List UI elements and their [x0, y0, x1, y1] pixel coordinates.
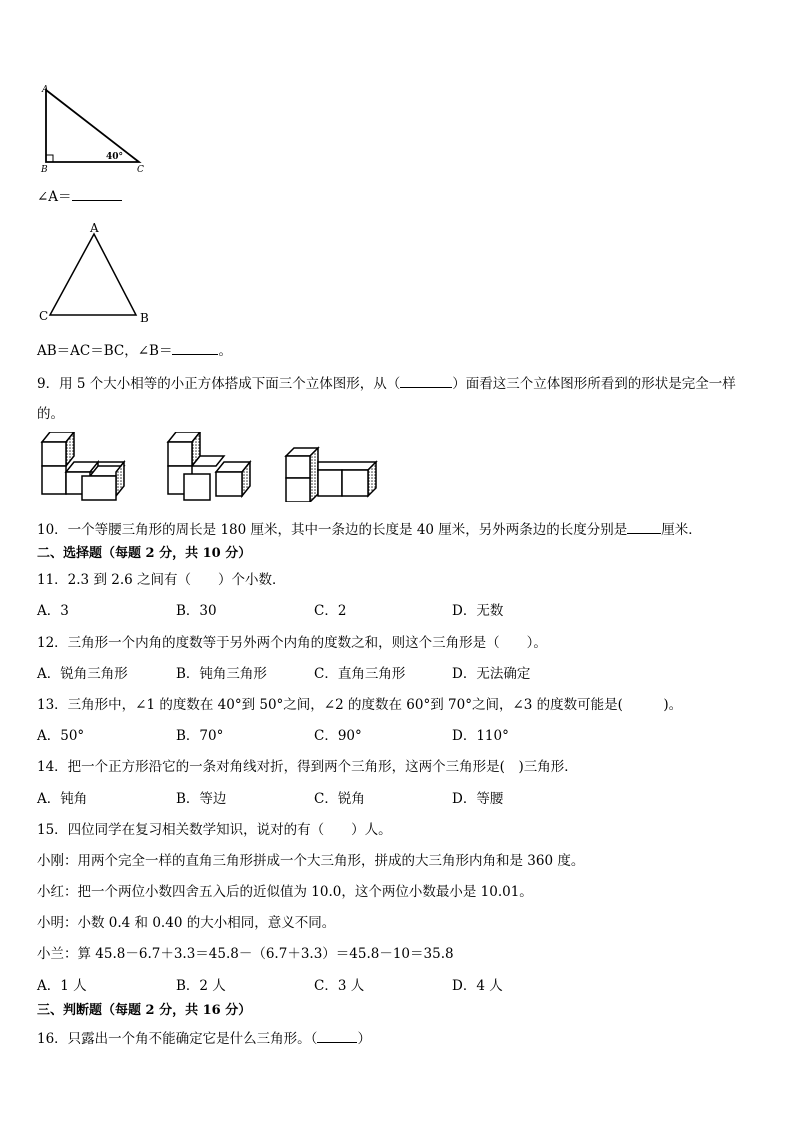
question-13-option-d: D．110°	[452, 728, 509, 744]
question-14-option-c: C．锐角	[314, 791, 365, 807]
vertex-label-c: C	[137, 165, 144, 174]
answer-blank	[172, 340, 218, 355]
question-tail: 。	[218, 343, 232, 359]
angle-label: 40°	[106, 152, 124, 162]
question-9-line-2	[37, 404, 64, 424]
vertex-label-b: B	[41, 165, 48, 174]
question-9-line-1	[37, 373, 736, 394]
question-angle-a	[37, 186, 122, 207]
question-12-option-b: B．钝角三角形	[176, 666, 267, 682]
answer-blank	[627, 519, 661, 534]
question-15-option-d: D．4 人	[452, 978, 503, 994]
answer-blank	[317, 1028, 357, 1043]
question-angle-b	[37, 340, 232, 361]
question-15-statement-3: 小明：小数 0.4 和 0.40 的大小相同，意义不同。	[37, 915, 336, 931]
question-text-cont: ）面看这三个立体图形所看到的形状是完全一样	[452, 376, 736, 392]
question-text: 16．只露出一个角不能确定它是什么三角形。（	[37, 1031, 318, 1047]
question-11-option-b: B．30	[176, 603, 217, 619]
question-15-statement-4: 小兰：算 45.8－6.7＋3.3＝45.8－（6.7＋3.3）＝45.8－10＝35.8	[37, 946, 454, 962]
cube-figure-1	[42, 432, 124, 500]
question-13-option-b: B．70°	[176, 728, 224, 744]
right-triangle-figure	[36, 82, 156, 174]
cube-figures	[36, 432, 396, 502]
question-15-statement-2: 小红：把一个两位小数四舍五入后的近似值为 10.0，这个两位小数最小是 10.01。	[37, 884, 533, 900]
vertex-label-b: B	[140, 311, 149, 325]
question-10	[37, 519, 702, 540]
question-12-option-d: D．无法确定	[452, 666, 531, 682]
vertex-label-c: C	[39, 309, 49, 323]
question-11-option-d: D．无数	[452, 603, 504, 619]
equilateral-triangle-figure	[36, 220, 156, 330]
question-text: 9．用 5 个大小相等的小正方体搭成下面三个立体图形，从（	[37, 376, 401, 392]
question-14-option-b: B．等边	[176, 791, 227, 807]
question-15-statement-1: 小刚：用两个完全一样的直角三角形拼成一个大三角形，拼成的大三角形内角和是 360 度。	[37, 853, 585, 869]
question-15-option-a: A．1 人	[37, 978, 87, 994]
question-16	[37, 1028, 371, 1049]
question-text: 10．一个等腰三角形的周长是 180 厘米，其中一条边的长度是 40 厘米，另外两条边的长度分别是	[37, 522, 628, 538]
cube-figure-2	[168, 432, 250, 500]
section-heading-choice: 二、选择题（每题 2 分，共 10 分）	[37, 546, 252, 561]
question-14-option-d: D．等腰	[452, 791, 504, 807]
question-15-option-c: C．3 人	[314, 978, 365, 994]
question-text-cont: 厘米．	[661, 522, 702, 538]
question-12-option-a: A．锐角三角形	[37, 666, 128, 682]
question-14-stem: 14．把一个正方形沿它的一条对角线对折，得到两个三角形，这两个三角形是( )三角形．	[37, 759, 578, 775]
question-text: ∠A＝	[37, 189, 72, 205]
answer-blank	[72, 186, 122, 201]
question-15-option-b: B．2 人	[176, 978, 226, 994]
section-heading-judgment: 三、判断题（每题 2 分，共 16 分）	[37, 1003, 252, 1018]
answer-blank	[400, 373, 452, 388]
question-15-stem: 15．四位同学在复习相关数学知识，说对的有（ ）人。	[37, 822, 392, 838]
question-13-option-a: A．50°	[37, 728, 85, 744]
question-12-option-c: C．直角三角形	[314, 666, 406, 682]
question-11-option-c: C．2	[314, 603, 347, 619]
cube-figure-3	[286, 448, 376, 502]
question-12-stem: 12．三角形一个内角的度数等于另外两个内角的度数之和，则这个三角形是（ ）。	[37, 635, 547, 651]
question-13-stem: 13．三角形中，∠1 的度数在 40°到 50°之间，∠2 的度数在 60°到 70°之间，∠3 的度数可能是( )。	[37, 697, 683, 713]
question-13-option-c: C．90°	[314, 728, 362, 744]
vertex-label-a: A	[90, 221, 99, 235]
question-11-option-a: A．3	[37, 603, 69, 619]
question-text: AB＝AC＝BC，∠B＝	[37, 343, 173, 359]
question-11-stem: 11．2.3 到 2.6 之间有（ ）个小数．	[37, 572, 286, 588]
question-14-option-a: A．钝角	[37, 791, 88, 807]
question-text: 的。	[37, 406, 64, 422]
question-tail: ）	[357, 1031, 371, 1047]
vertex-label-a: A	[42, 85, 49, 95]
